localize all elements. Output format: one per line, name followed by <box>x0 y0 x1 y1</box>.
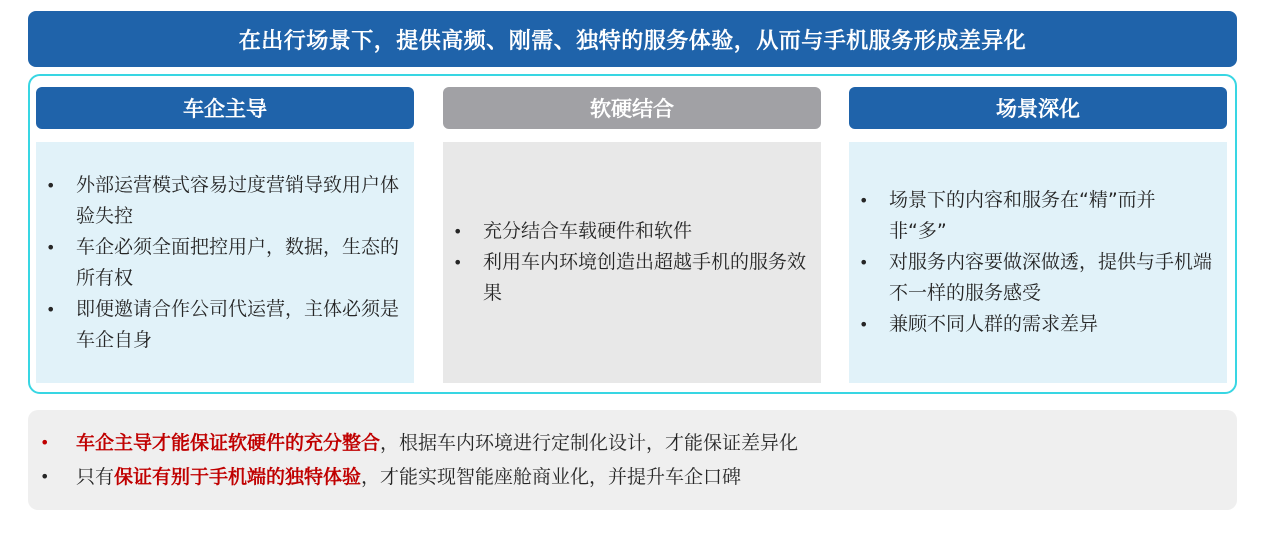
bullet-list <box>76 170 400 356</box>
summary-text: ，根据车内环境进行定制化设计，才能保证差异化 <box>380 432 799 454</box>
bullet-list <box>889 185 1213 340</box>
list-item: • 车企必须全面把控用户，数据，生态的所有权 <box>76 232 400 294</box>
list-item: • 外部运营模式容易过度营销导致用户体验失控 <box>76 170 400 232</box>
summary-text: ，才能实现智能座舱商业化，并提升车企口碑 <box>361 466 742 488</box>
list-item: • 即便邀请合作公司代运营，主体必须是车企自身 <box>76 294 400 356</box>
summary-emphasis: 车企主导才能保证软硬件的充分整合 <box>76 432 381 454</box>
bullet-icon: • <box>40 467 50 486</box>
summary-text: 只有 <box>76 466 115 488</box>
summary-line-2 <box>40 460 1237 494</box>
column-header-software-hardware: 软硬结合 <box>443 87 821 129</box>
list-item: • 场景下的内容和服务在“精”而并非“多” <box>889 185 1213 247</box>
bullet-list <box>483 216 807 309</box>
column-header-scene-deepening: 场景深化 <box>849 87 1227 129</box>
column-body-scene-deepening <box>849 142 1227 383</box>
summary-line-1 <box>40 426 1237 460</box>
bullet-icon: • <box>40 433 50 452</box>
page-title: 在出行场景下，提供高频、刚需、独特的服务体验，从而与手机服务形成差异化 <box>28 11 1237 67</box>
column-body-software-hardware <box>443 142 821 383</box>
summary-emphasis: 保证有别于手机端的独特体验 <box>114 466 362 488</box>
column-body-oem-led <box>36 142 414 383</box>
column-header-oem-led: 车企主导 <box>36 87 414 129</box>
list-item: • 充分结合车载硬件和软件 <box>483 216 807 247</box>
summary-box <box>28 410 1237 510</box>
list-item: • 兼顾不同人群的需求差异 <box>889 309 1213 340</box>
list-item: • 利用车内环境创造出超越手机的服务效果 <box>483 247 807 309</box>
list-item: • 对服务内容要做深做透，提供与手机端不一样的服务感受 <box>889 247 1213 309</box>
